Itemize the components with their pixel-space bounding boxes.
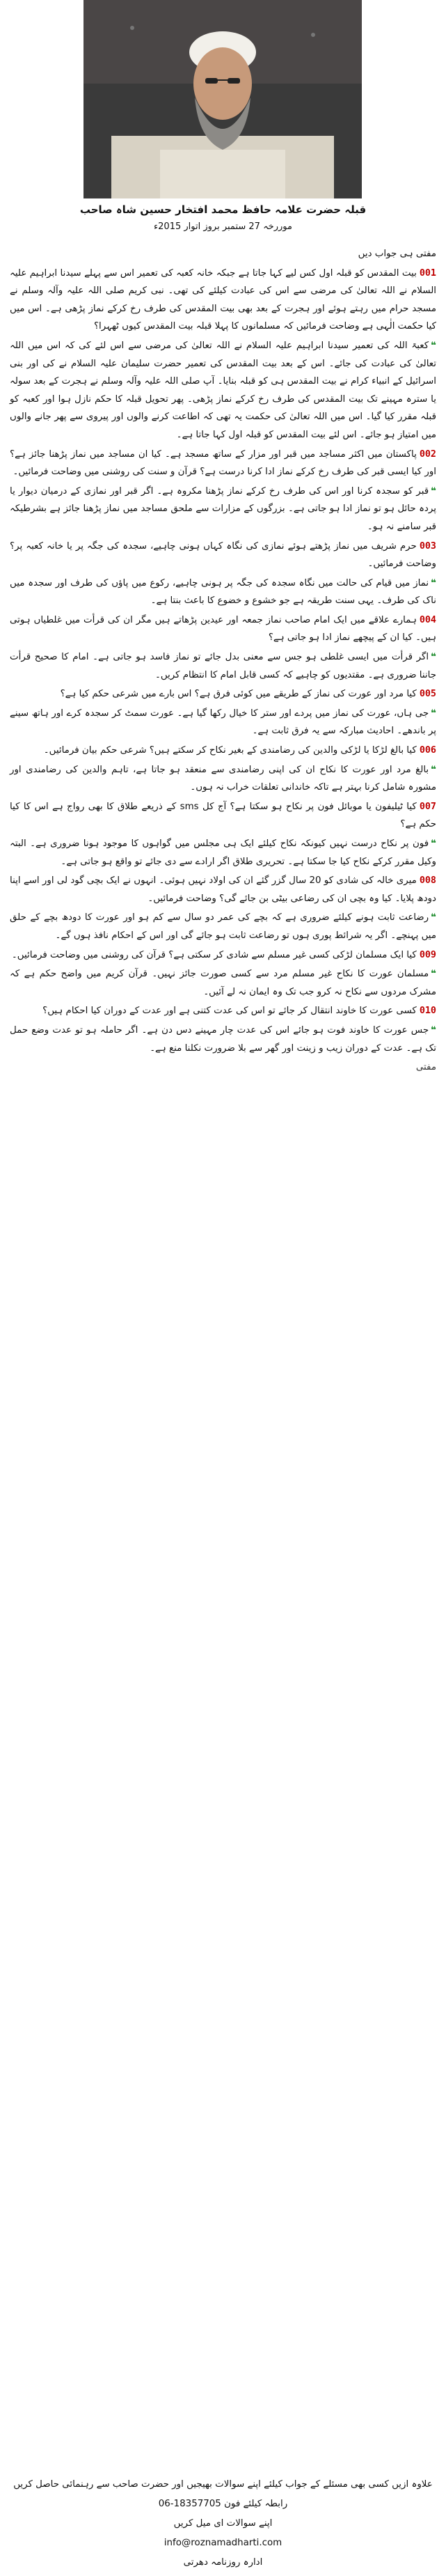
answer-quote-icon: ❝ bbox=[431, 912, 436, 923]
question-paragraph bbox=[10, 1002, 436, 1020]
answer-quote-icon: ❝ bbox=[431, 708, 436, 719]
answer-paragraph bbox=[10, 761, 436, 797]
question-text: کیا مرد اور عورت کی نماز کے طریقے میں کوئی فرق ہے؟ اس بارے میں شرعی حکم کیا ہے؟ bbox=[60, 689, 417, 700]
answer-paragraph bbox=[10, 575, 436, 610]
contact-phone-line bbox=[0, 2499, 446, 2509]
answer-quote-icon: ❝ bbox=[431, 340, 436, 351]
portrait-caption-name: قبلہ حضرت علامہ حافظ محمد افتخار حسین شاہ صاحب bbox=[79, 203, 367, 216]
question-text: میری خالہ کی شادی کو 20 سال گزر گئے ان کی اولاد نہیں ہوئی۔ انہوں نے ایک بچی گود لی اور اسے اپنا دودھ پلایا۔ کیا وہ بچی ان کی رضاعی بیٹی بن جائے گی؟ وضاحت فرمائیں۔ bbox=[10, 875, 436, 904]
question-number: 007 bbox=[419, 801, 436, 812]
publisher-name: ادارہ روزنامہ دھرتی bbox=[183, 2557, 263, 2568]
answer-text: قبر کو سجدہ کرنا اور اس کی طرف رخ کرکے نماز پڑھنا مکروہ ہے۔ اگر قبر اور نمازی کے درمیان دیوار یا پردہ حائل ہو تو نماز ادا ہو جاتی ہے۔ بزرگوں کے مزارات سے ملحق مساجد میں نماز پڑھنا جائز ہے بشرطیکہ قبر سامنے نہ ہو۔ bbox=[10, 485, 436, 532]
answer-text: رضاعت ثابت ہونے کیلئے ضروری ہے کہ بچے کی عمر دو سال سے کم ہو اور عورت کا دودھ بچے کے حلق میں پہنچے۔ اگر یہ شرائط پوری ہوں تو رضاعت ثابت ہو جائے گی اور اس کے احکام نافذ ہوں گے۔ bbox=[10, 912, 436, 941]
answer-paragraph bbox=[10, 835, 436, 871]
closing-note: علاوہ ازیں کسی بھی مسئلے کے جواب کیلئے اپنے سوالات بھیجیں اور حضرت صاحب سے رہنمائی حاصل کریں bbox=[13, 2479, 433, 2490]
answer-quote-icon: ❝ bbox=[431, 838, 436, 849]
answer-paragraph bbox=[10, 1022, 436, 1057]
answer-quote-icon: ❝ bbox=[431, 764, 436, 775]
question-text: کیا ایک مسلمان لڑکی کسی غیر مسلم سے شادی کر سکتی ہے؟ قرآن کی روشنی میں وضاحت فرمائیں۔ bbox=[11, 949, 417, 960]
portrait-caption-date: موررخہ 27 ستمبر بروز اتوار 2015ء bbox=[154, 221, 292, 232]
contact-email-lead: اپنے سوالات ای میل کریں bbox=[173, 2518, 273, 2529]
question-text: پاکستان میں اکثر مساجد میں قبر اور مزار کے ساتھ مسجد ہے۔ کیا ان مساجد میں نماز پڑھنا جائز ہے؟ اور کیا ایسی قبر کی طرف رخ کرکے نماز ادا کرنا درست ہے؟ قرآن و سنت کی روشنی میں وضاحت فرمائیں۔ bbox=[10, 448, 436, 478]
question-text: ہمارے علاقے میں ایک امام صاحب نماز جمعہ اور عیدین پڑھاتے ہیں مگر ان کی قرأت میں غلطیاں ہوتی ہیں۔ کیا ان کے پیچھے نماز ادا ہو جاتی ہے؟ bbox=[10, 614, 436, 643]
question-number: 005 bbox=[419, 689, 436, 700]
question-paragraph bbox=[10, 611, 436, 647]
answer-text: جس عورت کا خاوند فوت ہو جائے اس کی عدت چار مہینے دس دن ہے۔ اگر حاملہ ہو تو عدت وضع حمل تک ہے۔ عدت کے دوران زیب و زینت اور گھر سے بلا ضرورت نکلنا منع ہے۔ bbox=[10, 1024, 436, 1054]
contact-phone: 06-18357705 bbox=[158, 2499, 221, 2509]
question-text: بیت المقدس کو قبلہ اول کس لیے کہا جاتا ہے جبکہ خانہ کعبہ کی تعمیر اس سے پہلے سیدنا ابراہیم علیہ السلام نے اللہ تعالیٰ کی مرضی سے اس کی عبادت کیلئے کی تھی۔ نبی کریم صلی اللہ علیہ وآلہ وسلم نے مسجد حرام میں رہتے ہوئے اور ہجرت کے بعد بھی بیت المقدس کی طرف رخ کرکے نماز پڑھی ہے۔ اس میں کیا حکمت الٰہی ہے وضاحت فرمائیں کہ مسلمانوں کا پہلا قبلہ بیت المقدس کیوں ٹھہرا؟ bbox=[10, 267, 436, 332]
question-paragraph bbox=[10, 538, 436, 573]
question-text: کیا بالغ لڑکا یا لڑکی والدین کی رضامندی کے بغیر نکاح کر سکتے ہیں؟ شرعی حکم بیان فرمائیں۔ bbox=[43, 745, 417, 756]
question-paragraph bbox=[10, 798, 436, 834]
contact-email-line bbox=[0, 2518, 446, 2529]
question-number: 008 bbox=[419, 875, 436, 887]
signature-label: مفتی bbox=[415, 1062, 436, 1073]
answer-quote-icon: ❝ bbox=[431, 577, 436, 588]
answer-text: فون پر نکاح درست نہیں کیونکہ نکاح کیلئے ایک ہی مجلس میں گواہوں کا موجود ہونا ضروری ہے۔ البتہ وکیل مقرر کرکے نکاح کیا جا سکتا ہے۔ تحریری طلاق اگر ارادے سے دی جائے تو واقع ہو جاتی ہے۔ bbox=[10, 838, 436, 867]
question-number: 002 bbox=[419, 448, 436, 460]
answer-paragraph bbox=[10, 648, 436, 684]
answer-quote-icon: ❝ bbox=[431, 969, 436, 980]
answer-text: بالغ مرد اور عورت کا نکاح ان کی اپنی رضامندی سے منعقد ہو جاتا ہے، تاہم والدین کی رضامندی اور مشورہ شامل کرنا بہتر ہے تاکہ خاندانی تعلقات خراب نہ ہوں۔ bbox=[10, 764, 436, 793]
answer-text: مسلمان عورت کا نکاح غیر مسلم مرد سے کسی صورت جائز نہیں۔ قرآن کریم میں واضح حکم ہے کہ مشرک مردوں سے نکاح نہ کرو جب تک وہ ایمان نہ لے آئیں۔ bbox=[10, 969, 436, 997]
answer-quote-icon: ❝ bbox=[431, 485, 436, 497]
opening-line: مفتی ہی جواب دیں bbox=[358, 249, 436, 259]
question-number: 003 bbox=[419, 540, 436, 552]
answer-quote-icon: ❝ bbox=[431, 652, 436, 663]
question-paragraph bbox=[10, 946, 436, 965]
question-text: کسی عورت کا خاوند انتقال کر جائے تو اس کی عدت کتنی ہے اور عدت کے دوران کیا احکام ہیں؟ bbox=[42, 1006, 417, 1017]
answer-text: جی ہاں، عورت کی نماز میں پردے اور ستر کا خیال رکھا گیا ہے۔ عورت سمٹ کر سجدہ کرے اور ہاتھ سینے پر باندھے۔ احادیث مبارکہ سے یہ فرق ثابت ہے۔ bbox=[10, 708, 436, 737]
answer-quote-icon: ❝ bbox=[431, 1024, 436, 1036]
answer-text: اگر قرأت میں ایسی غلطی ہو جس سے معنی بدل جائے تو نماز فاسد ہو جاتی ہے۔ امام کا صحیح قرأت جاننا ضروری ہے۔ مقتدیوں کو چاہیے کہ کسی قابل امام کا انتظام کریں۔ bbox=[10, 652, 436, 680]
answer-paragraph bbox=[10, 965, 436, 1001]
qa-list bbox=[10, 265, 436, 1058]
answer-paragraph bbox=[10, 909, 436, 944]
question-number: 006 bbox=[419, 745, 436, 756]
question-number: 001 bbox=[419, 267, 436, 279]
qa-column bbox=[10, 245, 436, 1078]
answer-paragraph bbox=[10, 483, 436, 536]
question-number: 009 bbox=[419, 949, 436, 960]
question-paragraph bbox=[10, 872, 436, 907]
answer-text: کعبۃ اللہ کی تعمیر سیدنا ابراہیم علیہ السلام نے اللہ تعالیٰ کی مرضی سے اس لئے کی کہ اس میں اللہ تعالیٰ کی عبادت کی جائے۔ اس کے بعد بیت المقدس کی تعمیر حضرت سلیمان علیہ السلام نے کی اور بنی اسرائیل کے انبیاء کرام نے بیت المقدس ہی کو قبلہ بنایا۔ آپ صلی اللہ علیہ وآلہ وسلم نے ہجرت کے بعد سولہ یا سترہ مہینے تک بیت المقدس کی طرف رخ کرکے نماز پڑھی۔ پھر تحویل قبلہ کا حکم نازل ہوا اور کعبہ کو قبلہ مقرر کیا گیا۔ اس میں اللہ تعالیٰ کی حکمت یہ تھی کہ اطاعت کرنے والوں اور پیروی سے پھر جانے والوں میں امتیاز ہو جائے۔ اس لئے بیت المقدس کو قبلہ اول کہا جاتا ہے۔ bbox=[10, 340, 436, 440]
contact-email[interactable]: info@roznamadharti.com bbox=[164, 2538, 282, 2548]
question-text: کیا ٹیلیفون یا موبائل فون پر نکاح ہو سکتا ہے؟ آج کل sms کے ذریعے طلاق کا بھی رواج ہے اس کا کیا حکم ہے؟ bbox=[10, 801, 436, 830]
question-paragraph bbox=[10, 265, 436, 336]
question-number: 004 bbox=[419, 614, 436, 625]
question-number: 010 bbox=[419, 1006, 436, 1017]
answer-text: نماز میں قیام کی حالت میں نگاہ سجدہ کی جگہ پر ہونی چاہیے، رکوع میں پاؤں کی طرف اور سجدہ میں ناک کی طرف۔ یہی سنت طریقہ ہے جو خشوع و خضوع کا باعث بنتا ہے۔ bbox=[10, 577, 436, 607]
answer-paragraph bbox=[10, 705, 436, 740]
question-paragraph bbox=[10, 446, 436, 481]
scholar-portrait bbox=[83, 0, 362, 198]
question-text: حرم شریف میں نماز پڑھتے ہوئے نمازی کی نگاہ کہاں ہونی چاہیے، سجدہ کی جگہ پر یا خانہ کعبہ پر؟ وضاحت فرمائیں۔ bbox=[10, 540, 436, 570]
question-paragraph bbox=[10, 685, 436, 703]
contact-phone-lead: رابطہ کیلئے فون bbox=[224, 2499, 288, 2509]
question-paragraph bbox=[10, 742, 436, 760]
answer-paragraph bbox=[10, 337, 436, 444]
scholar-portrait-illustration bbox=[83, 0, 362, 198]
